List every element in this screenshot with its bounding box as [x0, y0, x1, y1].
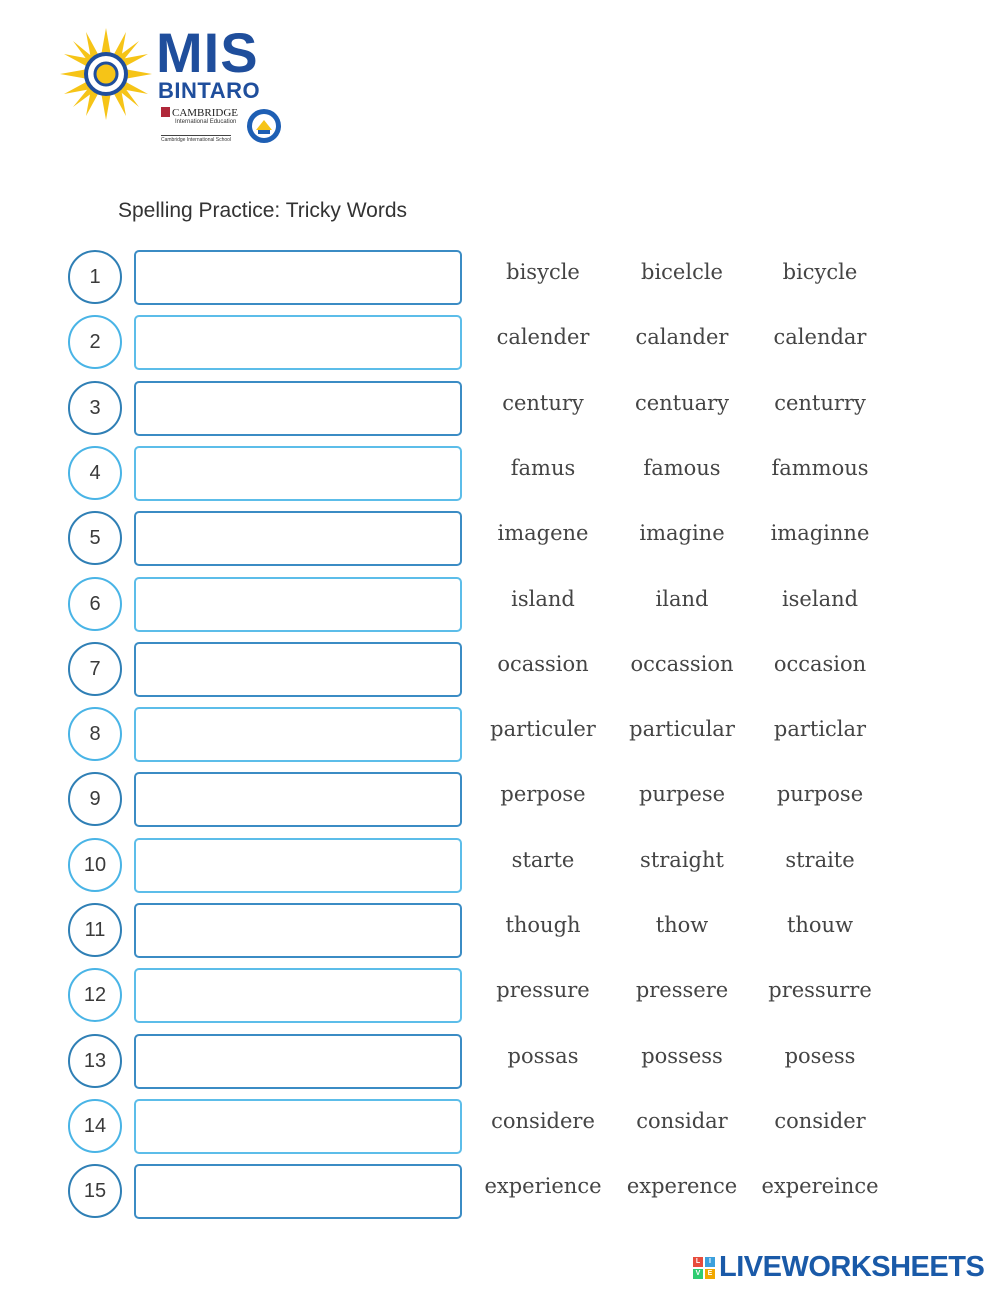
question-row [0, 577, 1000, 637]
answer-box[interactable] [134, 903, 462, 958]
grid-letter: V [693, 1269, 703, 1279]
word-option: posess [784, 1044, 856, 1068]
word-option: island [511, 587, 575, 611]
word-option: starte [511, 848, 575, 872]
worksheet-title: Spelling Practice: Tricky Words [118, 199, 408, 222]
word-option: expereince [761, 1174, 879, 1198]
word-option: perpose [500, 782, 586, 806]
question-number: 14 [68, 1099, 122, 1153]
word-option: century [502, 391, 584, 415]
word-option: particuler [490, 717, 596, 741]
word-option: famous [643, 456, 721, 480]
word-option: thow [655, 913, 709, 937]
grid-letter: E [705, 1269, 715, 1279]
word-option: bisycle [506, 260, 580, 284]
word-option: possess [641, 1044, 723, 1068]
question-row [0, 446, 1000, 506]
word-option: pressere [635, 978, 729, 1002]
word-option: imaginne [770, 521, 870, 545]
word-option: calendar [773, 325, 867, 349]
word-option: centurry [774, 391, 866, 415]
word-option: possas [507, 1044, 579, 1068]
question-number: 5 [68, 511, 122, 565]
question-number: 3 [68, 381, 122, 435]
answer-box[interactable] [134, 772, 462, 827]
word-option: centuary [634, 391, 730, 415]
word-option: imagene [497, 521, 589, 545]
liveworksheets-text: LIVEWORKSHEETS [719, 1251, 985, 1283]
word-option: ocassion [497, 652, 589, 676]
answer-box[interactable] [134, 1034, 462, 1089]
question-row [0, 1099, 1000, 1159]
answer-box[interactable] [134, 315, 462, 370]
question-number: 1 [68, 250, 122, 304]
school-line: Cambridge International School [161, 137, 232, 143]
question-number: 4 [68, 446, 122, 500]
answer-box[interactable] [134, 577, 462, 632]
question-number: 7 [68, 642, 122, 696]
answer-box[interactable] [134, 1099, 462, 1154]
answer-box[interactable] [134, 1164, 462, 1219]
word-option: occasion [773, 652, 867, 676]
question-number: 9 [68, 772, 122, 826]
brand-name: MIS [156, 21, 259, 84]
cambridge-shield-icon [161, 107, 170, 117]
question-row [0, 1164, 1000, 1224]
school-logo [58, 21, 298, 150]
question-number: 12 [68, 968, 122, 1022]
question-row [0, 968, 1000, 1028]
word-option: iland [655, 587, 709, 611]
sun-icon [58, 26, 154, 122]
question-number: 15 [68, 1164, 122, 1218]
question-row [0, 1034, 1000, 1094]
question-row [0, 250, 1000, 310]
word-option: straite [785, 848, 855, 872]
cambridge-sublabel: International Education [175, 119, 237, 125]
question-number: 13 [68, 1034, 122, 1088]
question-row [0, 903, 1000, 963]
word-option: though [505, 913, 581, 937]
word-option: considere [491, 1109, 595, 1133]
word-option: fammous [771, 456, 869, 480]
question-row [0, 772, 1000, 832]
word-option: pressurre [768, 978, 872, 1002]
answer-box[interactable] [134, 642, 462, 697]
word-option: experience [484, 1174, 602, 1198]
answer-box[interactable] [134, 838, 462, 893]
question-number: 6 [68, 577, 122, 631]
brand-subtitle: BINTARO [158, 78, 261, 103]
word-option: occassion [630, 652, 734, 676]
grid-letter: L [693, 1257, 703, 1267]
word-option: purpese [638, 782, 726, 806]
liveworksheets-grid-icon [693, 1257, 715, 1279]
word-option: consider [774, 1109, 866, 1133]
word-option: iseland [781, 587, 859, 611]
question-row [0, 315, 1000, 375]
word-option: bicelcle [641, 260, 723, 284]
answer-box[interactable] [134, 446, 462, 501]
word-option: particlar [773, 717, 867, 741]
word-option: considar [636, 1109, 728, 1133]
word-option: calander [635, 325, 729, 349]
cambridge-text: CAMBRIDGE [172, 107, 239, 119]
answer-box[interactable] [134, 511, 462, 566]
word-option: thouw [786, 913, 854, 937]
question-row [0, 642, 1000, 702]
word-option: pressure [496, 978, 590, 1002]
question-number: 10 [68, 838, 122, 892]
word-option: bicycle [782, 260, 858, 284]
word-option: particular [629, 717, 735, 741]
word-option: straight [640, 848, 724, 872]
question-number: 11 [68, 903, 122, 957]
question-row [0, 381, 1000, 441]
question-row [0, 707, 1000, 767]
word-option: famus [510, 456, 576, 480]
question-row [0, 838, 1000, 898]
question-row [0, 511, 1000, 571]
grid-letter: I [705, 1257, 715, 1267]
word-option: experence [626, 1174, 738, 1198]
answer-box[interactable] [134, 250, 462, 305]
word-option: calender [496, 325, 590, 349]
answer-box[interactable] [134, 968, 462, 1023]
answer-box[interactable] [134, 381, 462, 436]
answer-box[interactable] [134, 707, 462, 762]
word-option: purpose [776, 782, 864, 806]
question-number: 2 [68, 315, 122, 369]
word-option: imagine [639, 521, 725, 545]
cambridge-label [161, 107, 238, 119]
emblem-icon [246, 108, 282, 144]
question-number: 8 [68, 707, 122, 761]
